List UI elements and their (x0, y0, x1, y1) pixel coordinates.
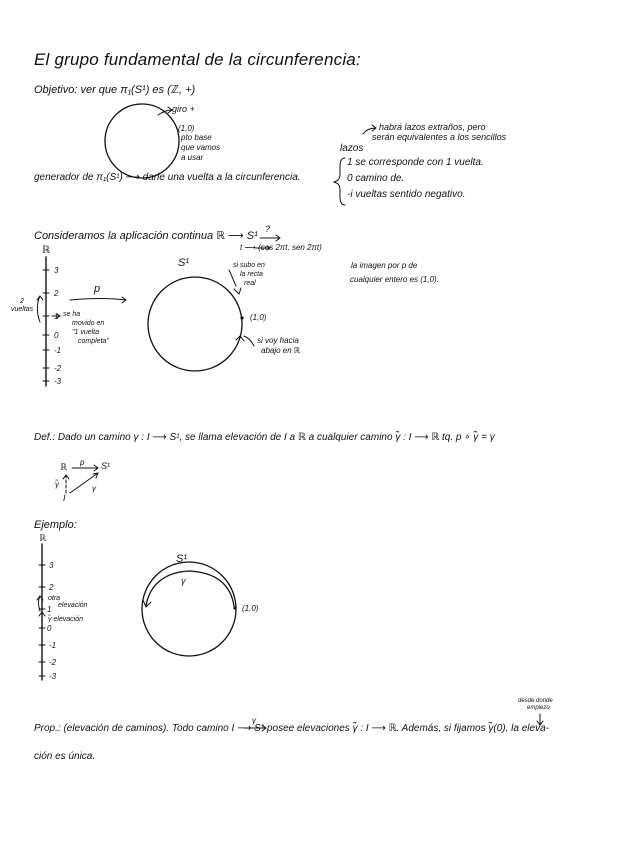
brace (334, 158, 345, 205)
other-lift-1: otra (48, 595, 61, 602)
preimage-1: la imagen por p de (351, 261, 418, 270)
triangle-gamma: γ (92, 484, 96, 493)
ex-tick-1: 1 (47, 605, 52, 614)
tick-minus-1: -1 (54, 346, 62, 355)
tick-minus-3: -3 (54, 377, 62, 386)
p-arrow (70, 297, 126, 303)
loops-item-3: -i vueltas sentido negativo. (347, 189, 466, 200)
triangle-p: p (80, 458, 85, 467)
moved-1: se ha (63, 311, 81, 318)
up-note-arrow (229, 270, 236, 286)
ex-tick-minus-2: -2 (49, 658, 57, 667)
two-turns-arrow (37, 296, 43, 322)
upward-rotation-mark (234, 288, 241, 294)
page-title: El grupo fundamental de la circunferencia: (34, 50, 361, 69)
moved-3: "1 vuelta (72, 329, 100, 336)
example-gamma: γ (181, 576, 186, 586)
triangle-i: I (63, 493, 66, 503)
lift-label: γ̃ elevación (48, 616, 84, 623)
example-heading: Ejemplo: (34, 519, 77, 531)
turns-word: vueltas (11, 306, 34, 313)
generator-line: generador de π₁(S¹) ⟶ darle una vuelta a la circunferencia. (34, 172, 301, 183)
gamma-path (146, 571, 234, 606)
down-note-arrow (244, 336, 254, 346)
tick-1: 1 (54, 312, 59, 321)
map-rule: t ⟶ (cos 2πt, sen 2πt) (240, 243, 322, 252)
ex-tick-0: 0 (47, 624, 52, 633)
preimage-2: cualquier entero es (1,0). (350, 275, 439, 284)
definition: Def.: Dado un camino γ : I ⟶ S¹, se llama elevación de I a ℝ a cualquier camino γ̃ : I ⟶ ℝ tq. p ∘ γ̃ = γ (34, 432, 495, 443)
start-note-2: empiezo (527, 705, 550, 711)
circle-figure-1 (105, 104, 179, 178)
example-base-dot (233, 606, 236, 609)
basepoint-line-3: a usar (181, 153, 204, 162)
other-lift-2: elevación (58, 602, 88, 609)
up-note-2: la recta (240, 271, 263, 278)
loops-note-2: serán equivalentes a los sencillos (372, 132, 507, 142)
moved-2: movido en (72, 320, 105, 327)
circle-s1 (148, 277, 242, 371)
proposition-line-2: ción es única. (34, 751, 96, 762)
loops-item-1: 1 se corresponde con 1 vuelta. (347, 157, 484, 168)
moved-4: completa" (78, 338, 109, 345)
example-point: (1,0) (242, 604, 259, 613)
up-note-3: real (244, 280, 256, 287)
triangle-s1: S¹ (101, 461, 110, 471)
loops-note-1: habrá lazos extraños, pero (379, 122, 486, 132)
example-circle (142, 562, 236, 656)
s1-label: S¹ (178, 257, 189, 269)
tick-minus-2: -2 (54, 364, 62, 373)
tick-0: 0 (54, 331, 59, 340)
prop-arrow-label: γ (252, 716, 256, 725)
example-axis-label: ℝ (39, 533, 47, 543)
down-note-2: abajo en ℝ (261, 346, 301, 355)
start-note-1: desde donde (518, 698, 553, 704)
point-label-1: (1,0) (178, 124, 195, 133)
up-note-1: si subo en (233, 262, 265, 269)
ex-tick-minus-1: -1 (49, 641, 57, 650)
giro-label: giro + (172, 104, 195, 114)
tick-2: 2 (54, 289, 59, 298)
ex-tick-3: 3 (49, 561, 54, 570)
loops-item-2: 0 camino de. (347, 173, 405, 184)
proposition-line-1: Prop.: (elevación de caminos). Todo camino I ⟶ S¹ posee elevaciones γ̃ : I ⟶ ℝ. Además, si fijamos γ̃(0), la eleva- (34, 723, 549, 734)
loops-label: lazos (340, 143, 364, 154)
basepoint-line-2: que vamos (181, 143, 221, 152)
basepoint-line-1: pto base (181, 133, 212, 142)
triangle-r: ℝ (60, 462, 68, 472)
p-arrow-small (72, 465, 98, 471)
turns-count: 2 (20, 298, 24, 305)
tick-3: 3 (54, 266, 59, 275)
ex-tick-2: 2 (49, 583, 54, 592)
axis-label: ℝ (42, 245, 50, 256)
p-label: p (94, 283, 101, 295)
lift-segment-arrow (39, 612, 45, 628)
base-point-label: (1,0) (250, 313, 267, 322)
map-arrow (260, 235, 280, 241)
triangle-lift: γ̃ (55, 480, 59, 489)
ex-tick-minus-3: -3 (49, 672, 57, 681)
base-point-dot (240, 316, 243, 319)
objective: Objetivo: ver que π₁(S¹) es (ℤ, +) (34, 84, 196, 96)
map-arrow-label: ? (265, 224, 271, 234)
map-intro: Consideramos la aplicación continua ℝ ⟶ S¹ (34, 230, 258, 242)
down-note-1: si voy hacia (257, 336, 299, 345)
example-s1-label: S¹ (176, 553, 187, 565)
